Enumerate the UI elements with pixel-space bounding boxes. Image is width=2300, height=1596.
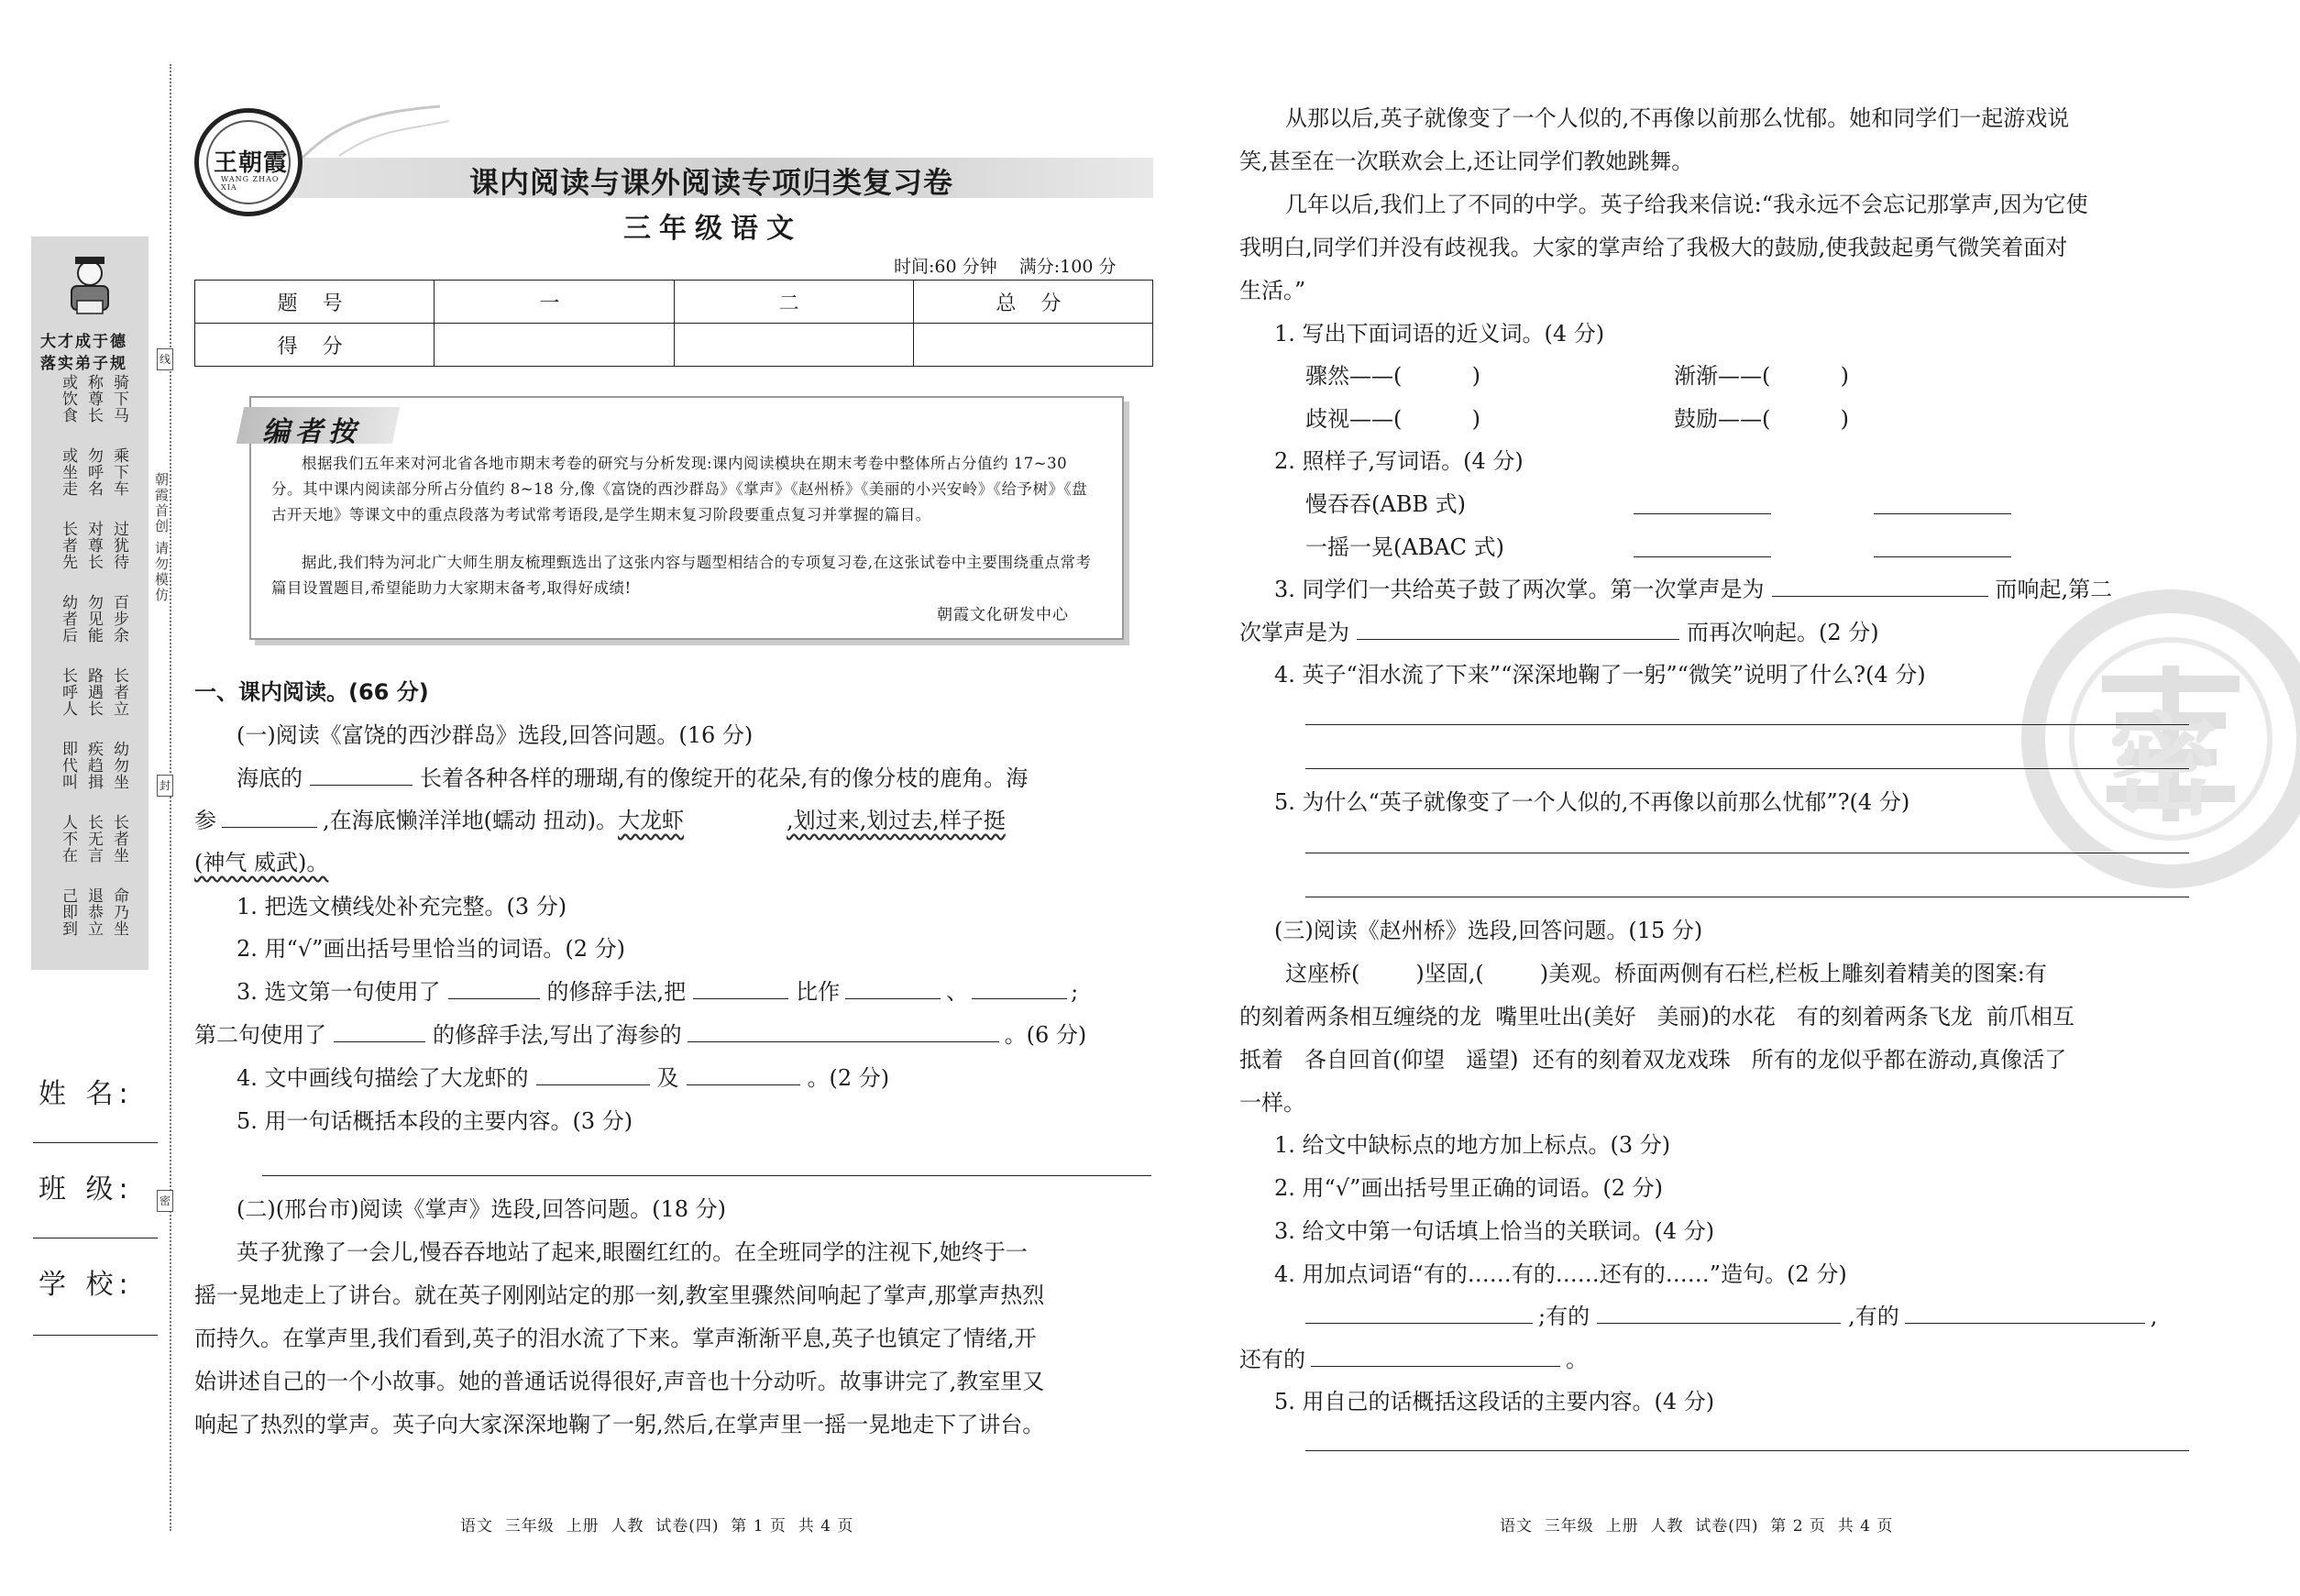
motto-col: 百步余 — [110, 594, 128, 644]
motto-col: 幼者后 — [59, 594, 77, 644]
motto-col: 骑下马 — [110, 374, 128, 424]
synonym-item-1: 骤然——( ) — [1305, 363, 1481, 389]
motto-col: 对尊长 — [84, 521, 103, 570]
motto-col: 勿呼名 — [84, 447, 103, 497]
zhaozhou-line3: 抵着 各自回首(仰望 遥望) 还有的刻着双龙戏珠 所有的龙似乎都在游动,真像活了 — [1239, 1047, 2067, 1073]
motto-strip — [31, 237, 149, 970]
motto-col: 长无言 — [84, 814, 103, 864]
q2-1: 1. 写出下面词语的近义词。(4 分) — [1274, 321, 1605, 347]
answer-line[interactable] — [1305, 1450, 2189, 1451]
passage2-line5: 响起了热烈的掌声。英子向大家深深地鞠了一躬,然后,在掌声里一摇一晃地走下了讲台。 — [194, 1412, 1045, 1437]
score-row-label: 得 分 — [195, 324, 435, 367]
synonym-item-3: 歧视——( ) — [1305, 406, 1481, 432]
score-table-row — [195, 324, 1153, 367]
motto-col: 乘下车 — [110, 447, 128, 497]
p2-passage-line4: 我明白,同学们并没有歧视我。大家的掌声给了我极大的鼓励,使我鼓起勇气微笑着面对 — [1239, 235, 2068, 260]
fold-label: 朝霞首创 请勿模仿 — [153, 472, 170, 603]
score-header-cell: 题 号 — [195, 281, 435, 324]
motto-col: 长者先 — [59, 521, 77, 570]
motto-col: 路遇长 — [84, 667, 103, 717]
passage1-line1: 海底的 长着各种各样的珊瑚,有的像绽开的花朵,有的像分枝的鹿角。海 — [237, 765, 1029, 791]
q3-4: 4. 用加点词语“有的……有的……还有的……”造句。(2 分) — [1274, 1261, 1847, 1287]
page-title: 课内阅读与课外阅读专项归类复习卷 — [469, 165, 954, 200]
motto-col: 长者坐 — [110, 814, 128, 864]
score-table — [194, 280, 1153, 367]
name-field[interactable] — [33, 1142, 158, 1143]
blank[interactable] — [1905, 1303, 2145, 1324]
motto-1: 大才成于德 — [40, 333, 127, 351]
blank[interactable] — [310, 765, 413, 786]
motto-col: 或饮食 — [59, 374, 77, 424]
q1-3: 3. 选文第一句使用了 的修辞手法,把 比作 、 ; — [237, 979, 1079, 1005]
score-table-header-row — [195, 281, 1153, 324]
blank[interactable] — [1634, 536, 1771, 557]
editor-note-p1: 根据我们五年来对河北省各地市期末考卷的研究与分析发现:课内阅读模块在期末考卷中整体所占分值约 17~30 分。其中课内阅读部分所占分值约 8~18 分,像《富饶的西沙群岛》《掌声》《赵州桥》《美丽的小兴安岭》《给予树》《盘古开天地》等课文中的重点段落为考试常考语段,是学生期末复习阶段要重点复习并掌握的篇目。 — [271, 455, 1088, 523]
synonym-item-4: 鼓励——( ) — [1674, 406, 1850, 432]
p2-passage-line5: 生活。” — [1239, 278, 1306, 303]
motto-col: 长呼人 — [59, 667, 77, 717]
q3-3: 3. 给文中第一句话填上恰当的关联词。(4 分) — [1274, 1218, 1715, 1244]
motto-2: 落实弟子规 — [40, 355, 127, 373]
school-label: 学 校: — [39, 1269, 134, 1301]
q1-2: 2. 用“√”画出括号里恰当的词语。(2 分) — [237, 936, 625, 962]
class-label: 班 级: — [39, 1173, 134, 1205]
logo-subtext: WANG ZHAO XIA — [221, 175, 280, 192]
part2-title: (二)(邢台市)阅读《掌声》选段,回答问题。(18 分) — [237, 1196, 726, 1222]
score-header-cell: 二 — [674, 281, 913, 324]
q1-3-cont: 第二句使用了 的修辞手法,写出了海参的 。(6 分) — [194, 1022, 1087, 1048]
blank[interactable] — [687, 1064, 800, 1085]
motto-col: 退恭立 — [84, 887, 103, 937]
blank[interactable] — [693, 978, 788, 999]
seal-mark-3: 密 — [157, 1190, 173, 1212]
passage2-line1: 英子犹豫了一会儿,慢吞吞地站了起来,眼圈红红的。在全班同学的注视下,她终于一 — [237, 1239, 1028, 1265]
blank[interactable] — [536, 1064, 650, 1085]
motto-col: 或坐走 — [59, 447, 77, 497]
motto-col: 长者立 — [110, 667, 128, 717]
passage2-line4: 始讲述自己的一个小故事。她的普通话说得很好,声音也十分动听。故事讲完了,教室里又 — [194, 1369, 1045, 1394]
q2-3: 3. 同学们一共给英子鼓了两次掌。第一次掌声是为 而响起,第二 — [1274, 577, 2113, 602]
abb-label: 慢吞吞(ABB 式) — [1305, 491, 1466, 517]
motto-col: 即代叫 — [59, 741, 77, 790]
motto-body — [31, 374, 149, 961]
part1-title: (一)阅读《富饶的西沙群岛》选段,回答问题。(16 分) — [237, 722, 754, 748]
q2-4: 4. 英子“泪水流了下来”“深深地鞠了一躬”“微笑”说明了什么?(4 分) — [1274, 662, 1926, 688]
logo-text: 王朝霞 — [214, 149, 289, 177]
part3-title: (三)阅读《赵州桥》选段,回答问题。(15 分) — [1274, 918, 1703, 943]
q3-2: 2. 用“√”画出括号里正确的词语。(2 分) — [1274, 1175, 1663, 1201]
passage2-line3: 而持久。在掌声里,我们看到,英子的泪水流了下来。掌声渐渐平息,英子也镇定了情绪,开 — [194, 1326, 1037, 1351]
scholar-icon — [53, 249, 127, 323]
p2-passage-line3: 几年以后,我们上了不同的中学。英子给我来信说:“我永远不会忘记那掌声,因为它使 — [1285, 192, 2088, 217]
motto-col: 己即到 — [59, 887, 77, 937]
blank[interactable] — [222, 807, 317, 828]
q3-1: 1. 给文中缺标点的地方加上标点。(3 分) — [1274, 1132, 1671, 1158]
watermark-text: 密 — [2108, 701, 2218, 831]
q2-3-cont: 次掌声是为 而再次响起。(2 分) — [1239, 620, 1879, 645]
blank[interactable] — [1305, 1303, 1533, 1324]
section1-heading: 一、课内阅读。(66 分) — [194, 679, 429, 705]
editor-note-p2: 据此,我们特为河北广大师生朋友梳理甄选出了这张内容与题型相结合的专项复习卷,在这张试卷中主要围绕重点常考篇目设置题目,希望能助力大家期末备考,取得好成绩! — [271, 554, 1092, 597]
footer-page2: 语文 三年级 上册 人教 试卷(四) 第 2 页 共 4 页 — [1500, 1517, 1894, 1535]
p2-passage-line1: 从那以后,英子就像变了一个人似的,不再像以前那么忧郁。她和同学们一起游戏说 — [1285, 105, 2070, 131]
blank[interactable] — [1874, 536, 2011, 557]
motto-col: 人不在 — [59, 814, 77, 864]
score-header-cell: 一 — [435, 281, 674, 324]
synonym-item-2: 渐渐——( ) — [1674, 363, 1850, 389]
blank[interactable] — [1772, 576, 1988, 597]
score-cell[interactable] — [435, 324, 674, 367]
passage1-line2: 参 ,在海底懒洋洋地(蠕动 扭动)。大龙虾 ,划过来,划过去,样子挺 — [194, 808, 1006, 833]
passage1-line3: (神气 威武)。 — [194, 850, 329, 875]
p2-passage-line2: 笑,甚至在一次联欢会上,还让同学们教她跳舞。 — [1239, 149, 1694, 174]
motto-col: 疾趋揖 — [84, 741, 103, 790]
blank[interactable] — [1597, 1303, 1841, 1324]
brand-logo — [194, 108, 303, 216]
blank[interactable] — [1357, 619, 1679, 640]
editor-note-box — [249, 396, 1124, 640]
zhaozhou-line1: 这座桥( )坚固,( )美观。桥面两侧有石栏,栏板上雕刻着精美的图案:有 — [1285, 961, 2047, 986]
q3-4-answer: ;有的 ,有的 , — [1305, 1303, 2157, 1330]
motto-col: 称尊长 — [84, 374, 103, 424]
q1-5: 5. 用一句话概括本段的主要内容。(3 分) — [237, 1108, 633, 1134]
name-label: 姓 名: — [39, 1078, 134, 1110]
q1-1: 1. 把选文横线处补充完整。(3 分) — [237, 894, 567, 919]
time-info: 时间:60 分钟 满分:100 分 — [894, 257, 1117, 277]
blank[interactable] — [448, 978, 540, 999]
motto-col: 命乃坐 — [110, 887, 128, 937]
blank[interactable] — [1874, 493, 2011, 514]
underlined-sentence: 大龙虾 ,划过来,划过去,样子挺 — [617, 808, 1006, 833]
answer-line[interactable] — [1305, 768, 2189, 769]
blank[interactable] — [1311, 1346, 1560, 1367]
abac-label: 一摇一晃(ABAC 式) — [1305, 534, 1505, 560]
motto-col: 幼勿坐 — [110, 741, 128, 790]
q2-2: 2. 照样子,写词语。(4 分) — [1274, 448, 1524, 474]
blank[interactable] — [1634, 493, 1771, 514]
motto-col: 勿见能 — [84, 594, 103, 644]
page-subtitle: 三年级语文 — [623, 213, 802, 245]
q1-4: 4. 文中画线句描绘了大龙虾的 及 。(2 分) — [237, 1065, 890, 1091]
footer-page1: 语文 三年级 上册 人教 试卷(四) 第 1 页 共 4 页 — [460, 1517, 854, 1535]
score-cell[interactable] — [674, 324, 913, 367]
zhaozhou-line4: 一样。 — [1239, 1090, 1305, 1116]
zhaozhou-line2: 的刻着两条相互缠绕的龙 嘴里吐出(美好 美丽)的水花 有的刻着两条飞龙 前爪相互 — [1239, 1004, 2075, 1029]
seal-mark-1: 线 — [157, 348, 173, 370]
answer-line[interactable] — [262, 1175, 1151, 1176]
answer-line[interactable] — [1305, 724, 2189, 725]
motto-col: 过犹待 — [110, 521, 128, 570]
seal-mark-2: 封 — [157, 775, 173, 797]
score-cell[interactable] — [913, 324, 1152, 367]
q2-5: 5. 为什么“英子就像变了一个人似的,不再像以前那么忧郁”?(4 分) — [1274, 789, 1910, 815]
blank[interactable] — [845, 978, 941, 999]
binding-line — [170, 64, 171, 1531]
passage2-line2: 摇一晃地走上了讲台。就在英子刚刚站定的那一刻,教室里骤然间响起了掌声,那掌声热烈 — [194, 1282, 1045, 1308]
school-field[interactable] — [33, 1335, 158, 1336]
ribbon-decoration-icon — [303, 103, 449, 167]
q3-4-answer-cont: 还有的 。 — [1239, 1347, 1588, 1372]
blank[interactable] — [688, 1021, 999, 1042]
q3-5: 5. 用自己的话概括这段话的主要内容。(4 分) — [1274, 1389, 1715, 1414]
editor-note-title: 编者按 — [262, 416, 361, 448]
blank[interactable] — [334, 1021, 425, 1042]
editor-note-signature: 朝霞文化研发中心 — [937, 606, 1069, 624]
blank[interactable] — [972, 978, 1067, 999]
score-header-cell: 总 分 — [913, 281, 1152, 324]
